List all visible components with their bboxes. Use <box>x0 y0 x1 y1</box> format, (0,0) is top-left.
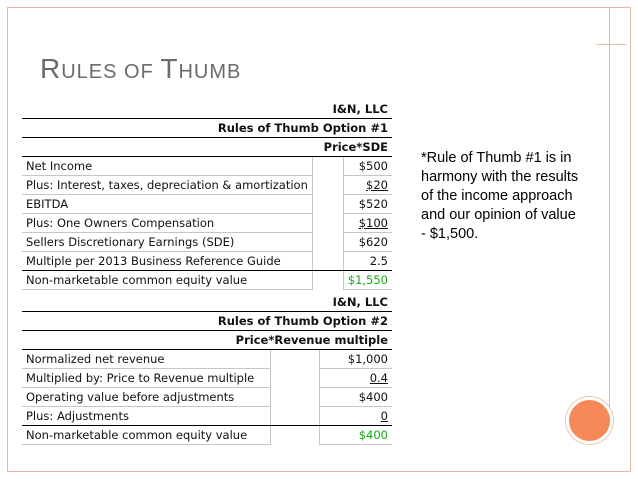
table2-option: Rules of Thumb Option #2 <box>22 312 392 331</box>
table-row-total: Non-marketable common equity value $400 <box>22 426 392 445</box>
table-row: EBITDA $520 <box>22 195 392 214</box>
table-row: Net Income $500 <box>22 157 392 176</box>
table-row: Sellers Discretionary Earnings (SDE) $620 <box>22 233 392 252</box>
table2-method: Price*Revenue multiple <box>22 331 392 350</box>
table1-method: Price*SDE <box>22 138 392 157</box>
table-row: Plus: One Owners Compensation $100 <box>22 214 392 233</box>
decorative-horizontal-line <box>596 44 626 45</box>
table2-company: I&N, LLC <box>22 293 392 312</box>
table-row-total: Non-marketable common equity value $1,550 <box>22 271 392 290</box>
table1-option: Rules of Thumb Option #1 <box>22 119 392 138</box>
valuation-note: *Rule of Thumb #1 is in harmony with the results of the income approach and our opinion of value - $1,500. <box>421 150 579 242</box>
decorative-circle <box>566 397 613 444</box>
table-row: Normalized net revenue $1,000 <box>22 350 392 369</box>
table-row: Multiplied by: Price to Revenue multiple 0.4 <box>22 369 392 388</box>
rules-of-thumb-table-2 <box>22 293 392 445</box>
rules-of-thumb-table-1 <box>22 100 392 290</box>
table-row: Plus: Adjustments 0 <box>22 407 392 426</box>
table1-company: I&N, LLC <box>22 100 392 119</box>
slide-title: RULES OF THUMB <box>40 53 242 84</box>
decorative-vertical-line <box>609 8 610 409</box>
table-row: Multiple per 2013 Business Reference Guide 2.5 <box>22 252 392 271</box>
table-row: Operating value before adjustments $400 <box>22 388 392 407</box>
table-row: Plus: Interest, taxes, depreciation & amortization $20 <box>22 176 392 195</box>
